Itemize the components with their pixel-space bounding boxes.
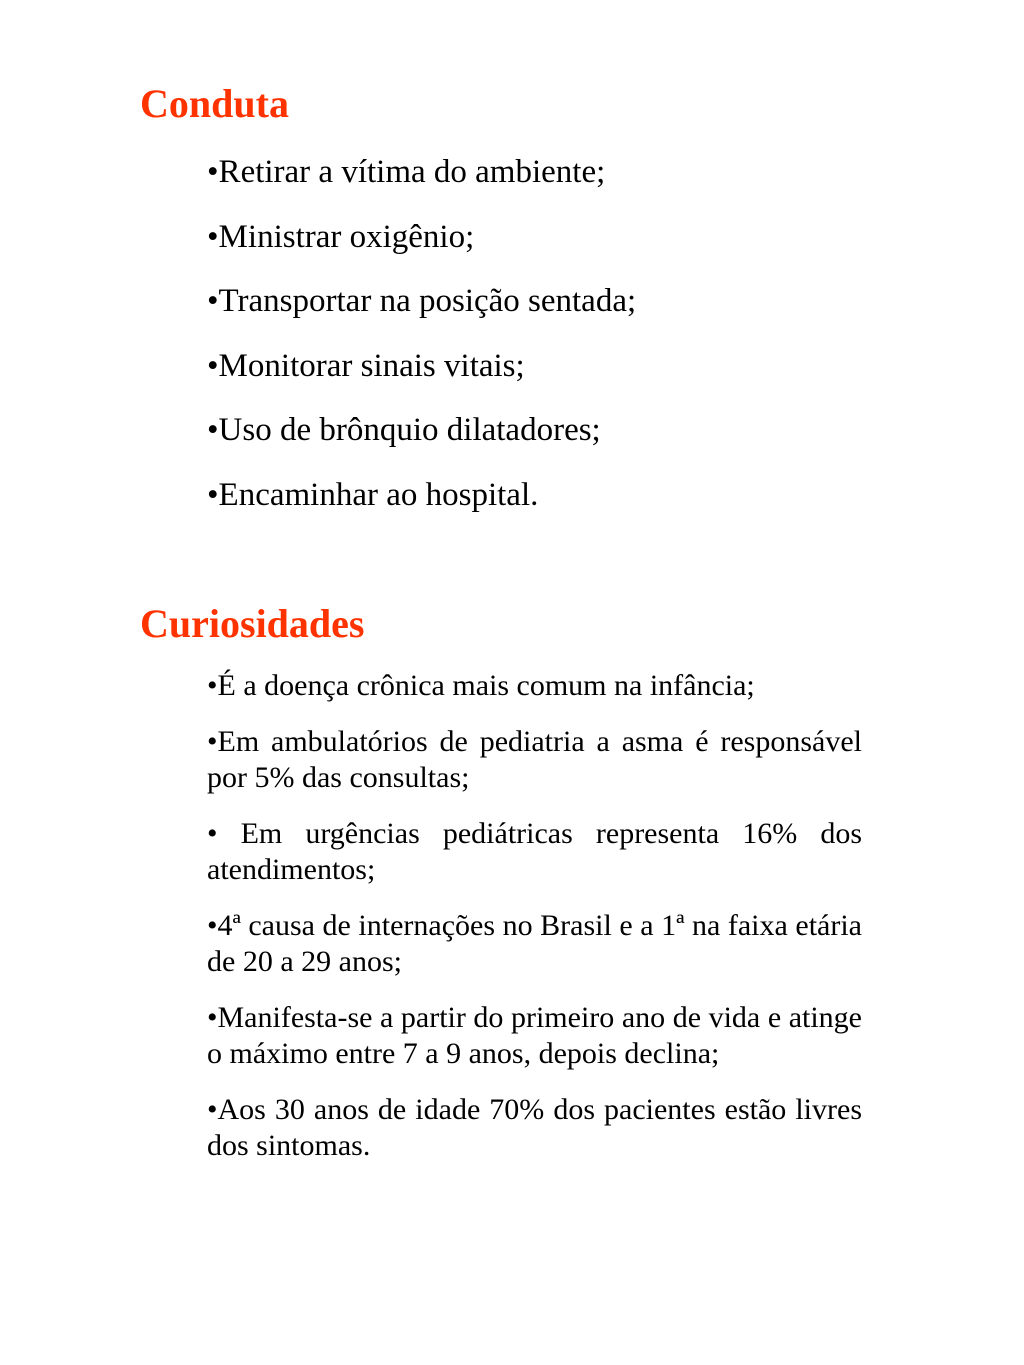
conduta-list <box>207 150 907 537</box>
list-item: •4ª causa de internações no Brasil e a 1ª na faixa etária de 20 a 29 anos; <box>207 909 862 978</box>
list-item: • Em urgências pediátricas representa 16% dos atendimentos; <box>207 817 862 886</box>
list-item: •Em ambulatórios de pediatria a asma é responsável por 5% das consultas; <box>207 725 862 794</box>
list-item: •Encaminhar ao hospital. <box>207 476 539 513</box>
section-heading-conduta: Conduta <box>140 81 289 126</box>
list-item: •Monitorar sinais vitais; <box>207 347 525 384</box>
list-item: •É a doença crônica mais comum na infância; <box>207 669 755 702</box>
list-item: •Manifesta-se a partir do primeiro ano de vida e atinge o máximo entre 7 a 9 anos, depois declina; <box>207 1001 862 1070</box>
list-item: •Aos 30 anos de idade 70% dos pacientes estão livres dos sintomas. <box>207 1093 862 1162</box>
curiosidades-list <box>207 668 862 1184</box>
list-item: •Uso de brônquio dilatadores; <box>207 412 601 448</box>
list-item: •Transportar na posição sentada; <box>207 283 637 319</box>
list-item: •Retirar a vítima do ambiente; <box>207 154 606 190</box>
section-heading-curiosidades: Curiosidades <box>140 601 365 646</box>
list-item: •Ministrar oxigênio; <box>207 218 475 255</box>
